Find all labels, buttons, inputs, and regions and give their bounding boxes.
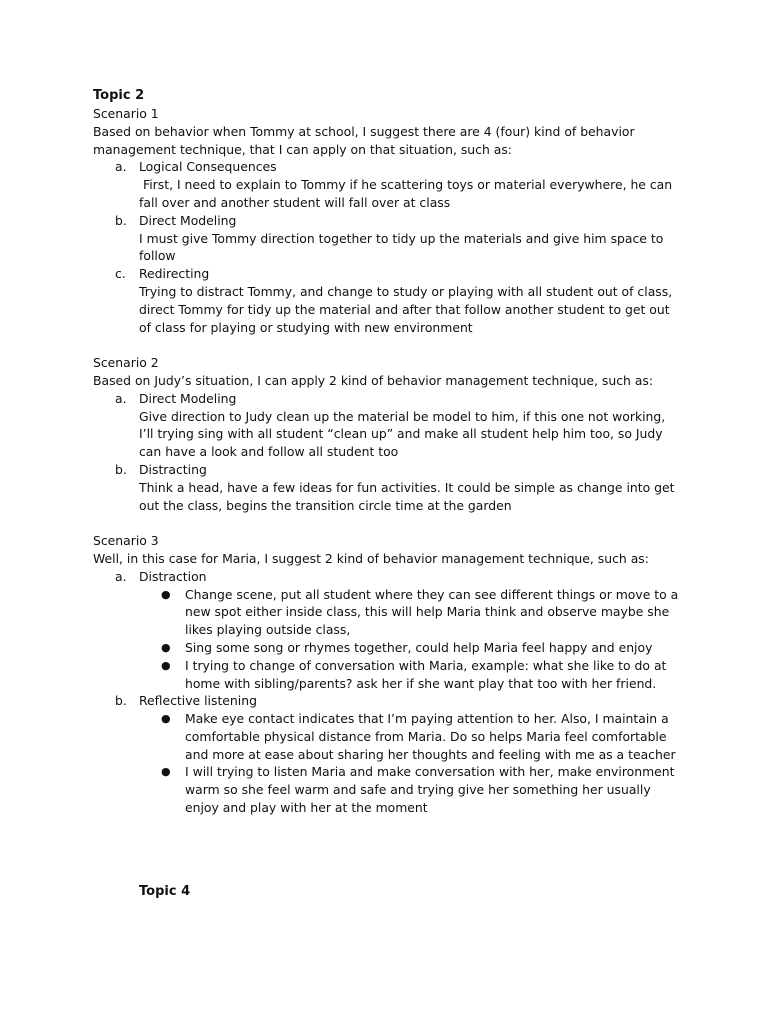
list-marker: a.: [115, 159, 127, 175]
scenario-2-title: Scenario 2: [93, 355, 159, 371]
scenario-3-item-b: [93, 692, 683, 710]
item-body: I must give Tommy direction together to tidy up the materials and give him space to follow: [139, 230, 664, 264]
document-page: [93, 87, 683, 817]
bullet-text: Sing some song or rhymes together, could help Maria feel happy and enjoy: [185, 639, 653, 655]
paragraph-gap: [93, 336, 683, 354]
bullet-icon: ●: [161, 658, 171, 672]
bullet-item: [93, 586, 683, 639]
item-body: Give direction to Judy clean up the material be model to him, if this one not working, I’ll trying sing with all student “clean up” and make all student help him too, so Judy can have a look and follow all student too: [139, 408, 666, 460]
bullet-item: [93, 710, 683, 763]
list-marker: b.: [115, 461, 127, 477]
list-marker: b.: [115, 212, 127, 228]
bullet-text: Make eye contact indicates that I’m paying attention to her. Also, I maintain a comfortable physical distance from Maria. Do so helps Maria feel comfortable and more at ease about sharing her thoughts and feeling with me as a teacher: [185, 711, 676, 762]
bullet-text: Change scene, put all student where they can see different things or move to a new spot either inside class, this will help Maria think and observe maybe she likes playing outside class,: [185, 586, 679, 638]
item-label: Reflective listening: [139, 693, 257, 709]
bullet-text: I will trying to listen Maria and make conversation with her, make environment warm so she feel warm and safe and trying give her something her usually enjoy and play with her at the moment: [185, 764, 675, 816]
bullet-icon: ●: [161, 640, 171, 654]
scenario-3-intro: Well, in this case for Maria, I suggest 2 kind of behavior management technique, such as:: [93, 550, 649, 566]
scenario-1-item-a: [93, 158, 683, 211]
list-marker: b.: [115, 693, 127, 709]
bullet-item: [93, 763, 683, 816]
bullet-item: [93, 639, 683, 657]
list-marker: a.: [115, 568, 127, 584]
bullet-icon: ●: [161, 765, 171, 779]
item-body: Trying to distract Tommy, and change to study or playing with all student out of class, direct Tommy for tidy up the material and after that follow another student to get out of class for playing or studying with new environment: [139, 283, 673, 335]
item-label: Logical Consequences: [139, 159, 277, 175]
scenario-1-intro: Based on behavior when Tommy at school, I suggest there are 4 (four) kind of behavior management technique, that I can apply on that situation, such as:: [93, 123, 635, 157]
scenario-1-item-b: [93, 212, 683, 265]
item-label: Redirecting: [139, 266, 210, 282]
paragraph-gap: [93, 514, 683, 532]
item-body: First, I need to explain to Tommy if he scattering toys or material everywhere, he can fall over and another student will fall over at class: [139, 177, 673, 210]
item-label: Distraction: [139, 568, 207, 584]
list-marker: c.: [115, 266, 126, 282]
item-label: Direct Modeling: [139, 390, 237, 406]
topic-4-heading: Topic 4: [139, 884, 191, 899]
scenario-1-item-c: [93, 265, 683, 336]
bullet-icon: ●: [161, 587, 171, 601]
scenario-2-item-b: [93, 461, 683, 514]
scenario-2-intro: Based on Judy’s situation, I can apply 2 kind of behavior management technique, such as:: [93, 372, 654, 388]
scenario-2-item-a: [93, 390, 683, 461]
item-body: Think a head, have a few ideas for fun activities. It could be simple as change into get out the class, begins the transition circle time at the garden: [139, 479, 675, 513]
scenario-3-title: Scenario 3: [93, 533, 159, 549]
topic-2-heading: Topic 2: [93, 88, 145, 103]
list-marker: a.: [115, 390, 127, 406]
bullet-icon: ●: [161, 712, 171, 726]
scenario-3-item-a: [93, 568, 683, 586]
scenario-1-title: Scenario 1: [93, 106, 159, 121]
item-label: Distracting: [139, 461, 207, 477]
bullet-text: I trying to change of conversation with Maria, example: what she like to do at home with sibling/parents? ask her if she want play that too with her friend.: [185, 657, 667, 691]
bullet-item: [93, 657, 683, 693]
item-label: Direct Modeling: [139, 212, 237, 228]
